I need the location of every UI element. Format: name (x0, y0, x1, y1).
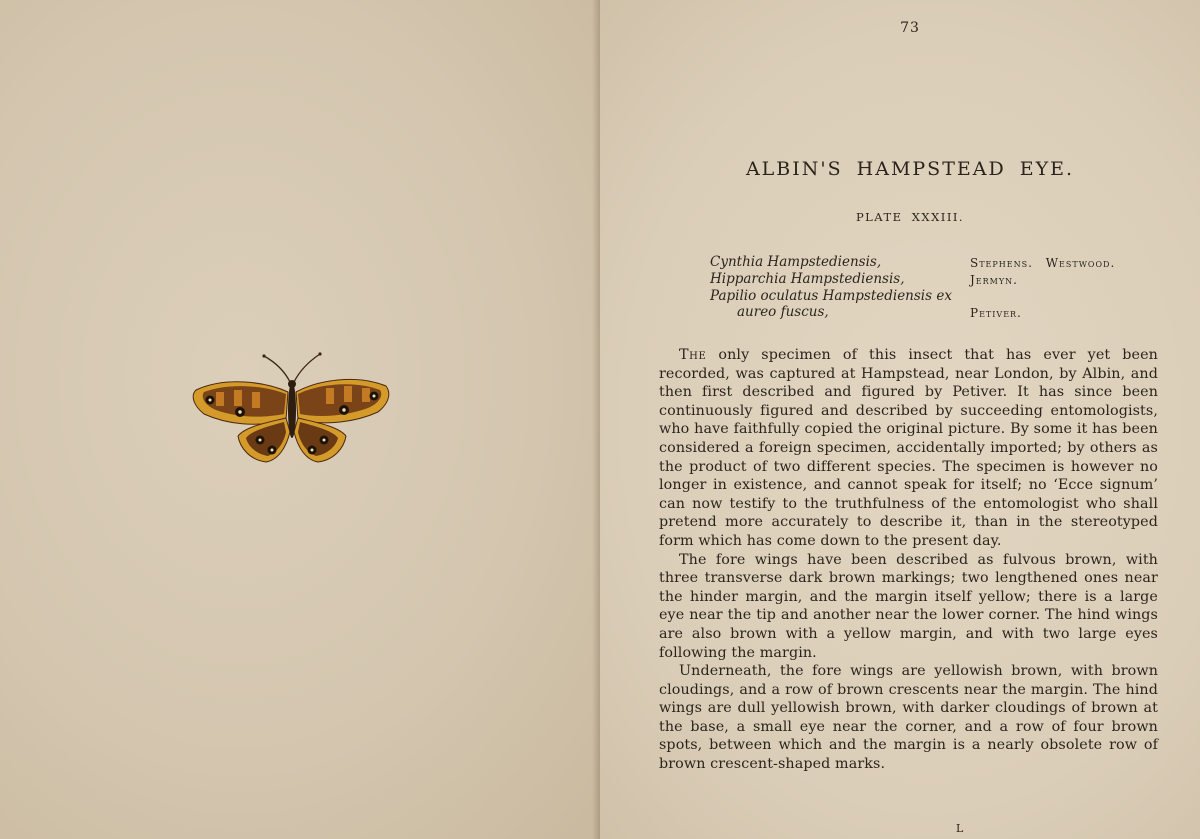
page-title: ALBIN'S HAMPSTEAD EYE. (745, 158, 1075, 180)
author-petiver: Petiver. (970, 306, 1022, 320)
synonym-author (970, 256, 1115, 270)
drop-word: The (679, 347, 707, 363)
body-text (659, 346, 1158, 774)
author-westwood: Westwood. (1045, 256, 1116, 270)
paragraph (659, 346, 1158, 551)
paragraph-text: only specimen of this insect that has ever yet been recorded, was captured at Hampstead, near London, by Albin, and then first described and figured by Petiver. It has since been continuously figured and described by succeeding entomologists, who have faithfully copied the original picture. By some it has been considered a foreign specimen, accidentally imported; by others as the product of two different species. The specimen is however no longer in existence, and cannot speak for itself; no ‘Ecce signum’ can now testify to the truthfulness of the entomologist who shall pretend more accurately to describe it, than in the stereotyped form which has come down to the present day. (659, 347, 1158, 549)
paragraph: Underneath, the fore wings are yellowish brown, with brown cloudings, and a row of brown crescents near the margin. The hind wings are dull yellowish brown, with darker cloudings of brown at the base, a small eye near the corner, and a row of four brown spots, between which and the margin is a nearly obsolete row of brown crescent-shaped marks. (659, 663, 1158, 773)
butterfly-plate-illustration (186, 348, 400, 468)
author-stephens: Stephens. (970, 256, 1033, 270)
page-number: 73 (900, 20, 920, 36)
synonym-name-continuation: aureo fuscus, (737, 304, 829, 320)
paragraph: The fore wings have been described as fulvous brown, with three transverse dark brown markings; two lengthened ones near the hinder margin, and the margin itself yellow; there is a large eye near the tip and another near the lower corner. The hind wings are also brown with a yellow margin, and with two large eyes following the margin. (659, 551, 1158, 661)
synonym-author (970, 306, 1022, 320)
synonym-author (970, 273, 1018, 287)
author-jermyn: Jermyn. (970, 273, 1018, 287)
plate-label: PLATE XXXIII. (855, 210, 965, 224)
synonym-name: Papilio oculatus Hampstediensis ex (710, 288, 952, 304)
signature-mark: L (956, 822, 964, 835)
synonym-name: Cynthia Hampstediensis, (710, 254, 882, 270)
synonym-name: Hipparchia Hampstediensis, (710, 271, 905, 287)
